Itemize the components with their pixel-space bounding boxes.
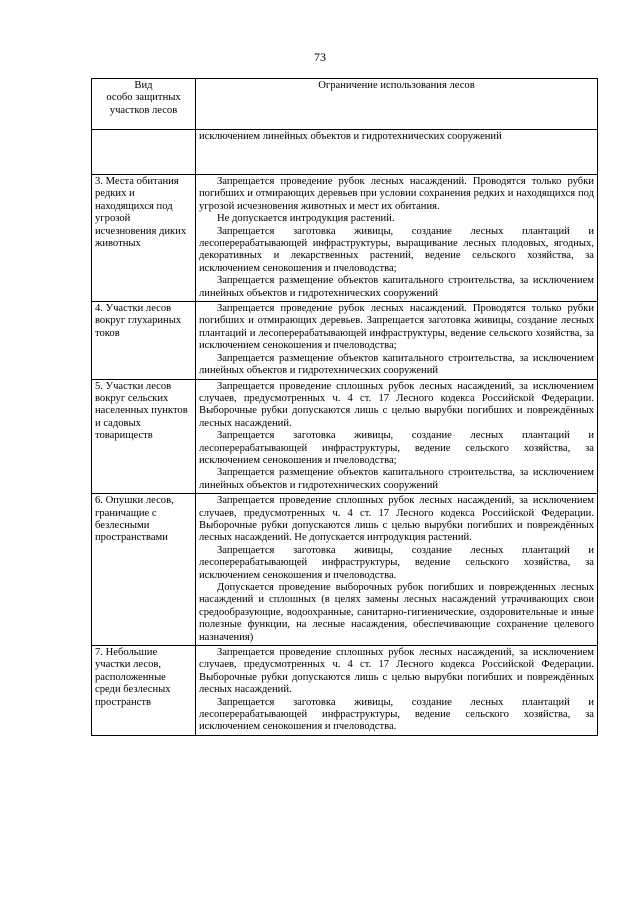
- restriction-paragraph: Запрещается заготовка живицы, создание лесных плантаций и лесоперерабатывающей инфраструктуры, ведение сельского хозяйства, за исключением сенокошения и пчеловодства.: [199, 696, 594, 733]
- header-line-3: участков лесов: [109, 104, 178, 116]
- restriction-paragraph: Запрещается заготовка живицы, создание лесных плантаций и лесоперерабатывающей инфраструктуры, выращивание лесных плодовых, ягодных, декоративных и лекарственных растений, ведение сельского хозяйства, за исключением сенокошения и пчеловодства;: [199, 225, 594, 274]
- restriction-cell: [196, 302, 598, 379]
- restriction-paragraph: Запрещается проведение сплошных рубок лесных насаждений, за исключением случаев, предусмотренных ч. 4 ст. 17 Лесного кодекса Российской Федерации. Выборочные рубки допускаются лишь с целью вырубки погибших и повреждённых лесных насаждений. Не допускается интродукция растений.: [199, 495, 594, 544]
- header-restriction: Ограничение использования лесов: [196, 79, 598, 130]
- table-row-continuation: [92, 130, 598, 175]
- table-header-row: [92, 79, 598, 130]
- restriction-paragraph: Запрещается размещение объектов капитального строительства, за исключением линейных объектов и гидротехнических сооружений: [199, 275, 594, 299]
- table-row: [92, 175, 598, 302]
- restriction-paragraph: Допускается проведение выборочных рубок погибших и поврежденных лесных насаждений и сплошных (в целях замены лесных насаждений утрачивающих свои средообразующие, водоохранные, санитарно-гигиенические, оздоровительные и иные полезные функции, на лесные насаждения, обеспечивающие сохранение целевого назначения): [199, 582, 594, 643]
- header-forest-type: [92, 79, 196, 130]
- restriction-paragraph: Запрещается заготовка живицы, создание лесных плантаций и лесоперерабатывающей инфраструктуры, ведение сельского хозяйства, за исключением сенокошения и пчеловодства.: [199, 544, 594, 581]
- table-row: [92, 302, 598, 379]
- restriction-paragraph: Запрещается размещение объектов капитального строительства, за исключением линейных объектов и гидротехнических сооружений: [199, 352, 594, 377]
- table-row: [92, 494, 598, 646]
- category-cell: 4. Участки лесов вокруг глухариных токов: [92, 302, 196, 379]
- restriction-cell: [196, 130, 598, 175]
- restriction-cell: [196, 379, 598, 494]
- restriction-paragraph: Запрещается заготовка живицы, создание лесных плантаций и лесоперерабатывающей инфраструктуры, ведение сельского хозяйства, за исключением сенокошения и пчеловодства;: [199, 430, 594, 466]
- category-cell: 5. Участки лесов вокруг сельских населенных пунктов и садовых товариществ: [92, 379, 196, 494]
- restriction-cell: [196, 494, 598, 646]
- restriction-paragraph: Запрещается проведение сплошных рубок лесных насаждений, за исключением случаев, предусмотренных ч. 4 ст. 17 Лесного кодекса Российской Федерации. Выборочные рубки допускаются лишь с целью вырубки погибших и повреждённых лесных насаждений.: [199, 380, 594, 429]
- restriction-cell: [196, 175, 598, 302]
- header-line-2: особо защитных: [106, 92, 181, 104]
- table-row: [92, 646, 598, 736]
- restriction-cell: [196, 646, 598, 736]
- restriction-paragraph: Запрещается проведение рубок лесных насаждений. Проводятся только рубки погибших и отмирающих деревьев. Запрещается заготовка живицы, создание лесных плантаций и лесоперерабатывающей инфраструктуры, ведение сельского хозяйства, за исключением сенокошения и пчеловодства;: [199, 303, 594, 352]
- table-row: [92, 379, 598, 494]
- page-number: 73: [314, 50, 326, 64]
- category-cell: 6. Опушки лесов, граничащие с безлесными пространствами: [92, 494, 196, 646]
- restriction-paragraph: Запрещается размещение объектов капитального строительства, за исключением линейных объектов и гидротехнических сооружений: [199, 467, 594, 491]
- category-cell: 7. Небольшие участки лесов, расположенные среди безлесных пространств: [92, 646, 196, 736]
- restriction-paragraph: исключением линейных объектов и гидротехнических сооружений: [199, 131, 502, 142]
- header-line-1: Вид: [134, 80, 153, 91]
- category-cell: [92, 130, 196, 175]
- category-cell: 3. Места обитания редких и находящихся под угрозой исчезновения диких животных: [92, 175, 196, 302]
- restriction-paragraph: Запрещается проведение сплошных рубок лесных насаждений, за исключением случаев, предусмотренных ч. 4 ст. 17 Лесного кодекса Российской Федерации. Выборочные рубки допускаются лишь с целью вырубки погибших и повреждённых лесных насаждений.: [199, 647, 594, 696]
- restrictions-table: [91, 78, 598, 736]
- restriction-paragraph: Запрещается проведение рубок лесных насаждений. Проводятся только рубки погибших и отмирающих деревьев при условии сохранения редких и находящихся под угрозой исчезновения животных и мест их обитания.: [199, 176, 594, 212]
- restriction-paragraph: Не допускается интродукция растений.: [217, 213, 395, 225]
